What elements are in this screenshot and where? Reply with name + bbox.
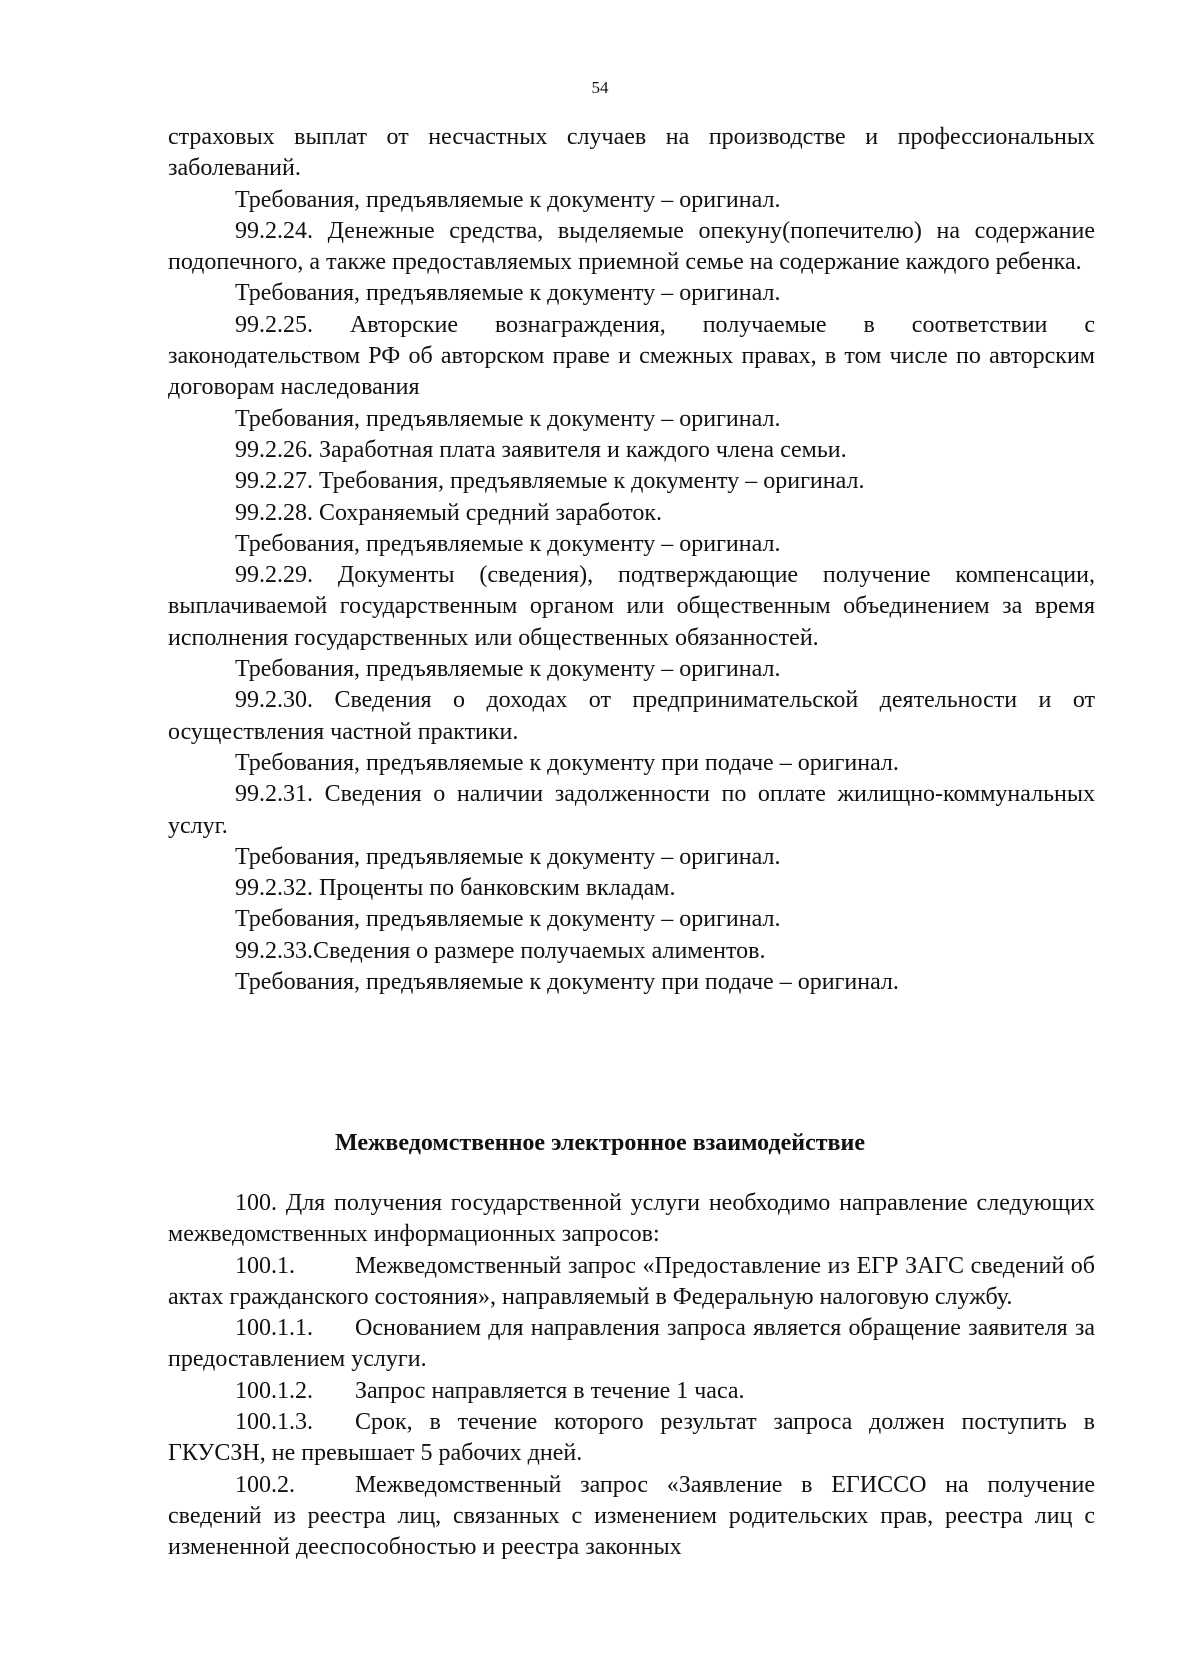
paragraph-item-99-2-29: 99.2.29. Документы (сведения), подтверждающие получение компенсации, выплачиваемой государственным органом или общественным объединением за время исполнения государственных или общественных обязанностей.	[168, 562, 1095, 651]
item-number: 100.1.3.	[235, 1409, 313, 1436]
paragraph-item-99-2-27: 99.2.27. Требования, предъявляемые к документу – оригинал.	[235, 468, 865, 495]
paragraph-text: Срок, в течение которого результат запроса должен поступить в ГКУСЗН, не превышает 5 рабочих дней.	[168, 1409, 1095, 1467]
paragraph-item-100-2	[168, 1470, 1095, 1564]
paragraph-requirement: Требования, предъявляемые к документу при подаче – оригинал.	[235, 749, 899, 776]
paragraph-text: 100. Для получения государственной услуги необходимо направление следующих межведомственных информационных запросов:	[168, 1190, 1095, 1248]
paragraph-item-99-2-33: 99.2.33.Сведения о размере получаемых алиментов.	[235, 937, 766, 964]
item-number: 100.1.2.	[235, 1377, 313, 1404]
page-number: 54	[591, 78, 609, 97]
paragraph-requirement: Требования, предъявляемые к документу – оригинал.	[235, 906, 781, 933]
paragraph-text: Запрос направляется в течение 1 часа.	[355, 1377, 745, 1404]
paragraph-item-99-2-24: 99.2.24. Денежные средства, выделяемые опекуну(попечителю) на содержание подопечного, а также предоставляемых приемной семье на содержание каждого ребенка.	[168, 217, 1095, 276]
item-number: 100.1.1.	[235, 1315, 313, 1342]
paragraph-item-100-1	[168, 1251, 1095, 1314]
paragraph-requirement: Требования, предъявляемые к документу – оригинал.	[235, 405, 781, 432]
paragraph-item-99-2-32: 99.2.32. Проценты по банковским вкладам.	[235, 875, 676, 902]
paragraph-requirement: Требования, предъявляемые к документу – оригинал.	[235, 656, 781, 683]
paragraph-item-99-2-26: 99.2.26. Заработная плата заявителя и каждого члена семьи.	[235, 436, 847, 463]
paragraph-item-99-2-28: 99.2.28. Сохраняемый средний заработок.	[235, 499, 662, 526]
section-body	[168, 1188, 1095, 1564]
paragraph-text: Основанием для направления запроса является обращение заявителя за предоставлением услуги.	[168, 1315, 1095, 1373]
paragraph-requirement: Требования, предъявляемые к документу при подаче – оригинал.	[235, 969, 899, 996]
paragraph-item-100-1-3	[168, 1407, 1095, 1470]
paragraph-requirement: Требования, предъявляемые к документу – оригинал.	[235, 280, 781, 307]
paragraph-requirement: Требования, предъявляемые к документу – оригинал.	[235, 843, 781, 870]
paragraph-continuation: страховых выплат от несчастных случаев на производстве и профессиональных заболеваний.	[168, 124, 1095, 182]
paragraph-requirement: Требования, предъявляемые к документу – оригинал.	[235, 530, 781, 557]
paragraph-item-100	[168, 1188, 1095, 1251]
item-number: 100.2.	[235, 1471, 295, 1498]
paragraph-text: Межведомственный запрос «Заявление в ЕГИССО на получение сведений из реестра лиц, связанных с изменением родительских прав, реестра лиц с измененной дееспособностью и реестра законных	[168, 1471, 1095, 1561]
item-number: 100.1.	[235, 1252, 295, 1279]
paragraph-item-100-1-2	[168, 1376, 1095, 1407]
paragraph-item-100-1-1	[168, 1313, 1095, 1376]
document-body	[168, 122, 1095, 998]
section-heading: Межведомственное электронное взаимодействие	[335, 1130, 865, 1156]
paragraph-requirement: Требования, предъявляемые к документу – оригинал.	[235, 186, 781, 213]
paragraph-item-99-2-25: 99.2.25. Авторские вознаграждения, получаемые в соответствии с законодательством РФ об авторском праве и смежных правах, в том числе по авторским договорам наследования	[168, 311, 1095, 401]
paragraph-text: Межведомственный запрос «Предоставление из ЕГР ЗАГС сведений об актах гражданского состояния», направляемый в Федеральную налоговую службу.	[168, 1252, 1095, 1310]
paragraph-item-99-2-30: 99.2.30. Сведения о доходах от предпринимательской деятельности и от осуществления частной практики.	[168, 687, 1095, 745]
paragraph-item-99-2-31: 99.2.31. Сведения о наличии задолженности по оплате жилищно-коммунальных услуг.	[168, 781, 1095, 839]
